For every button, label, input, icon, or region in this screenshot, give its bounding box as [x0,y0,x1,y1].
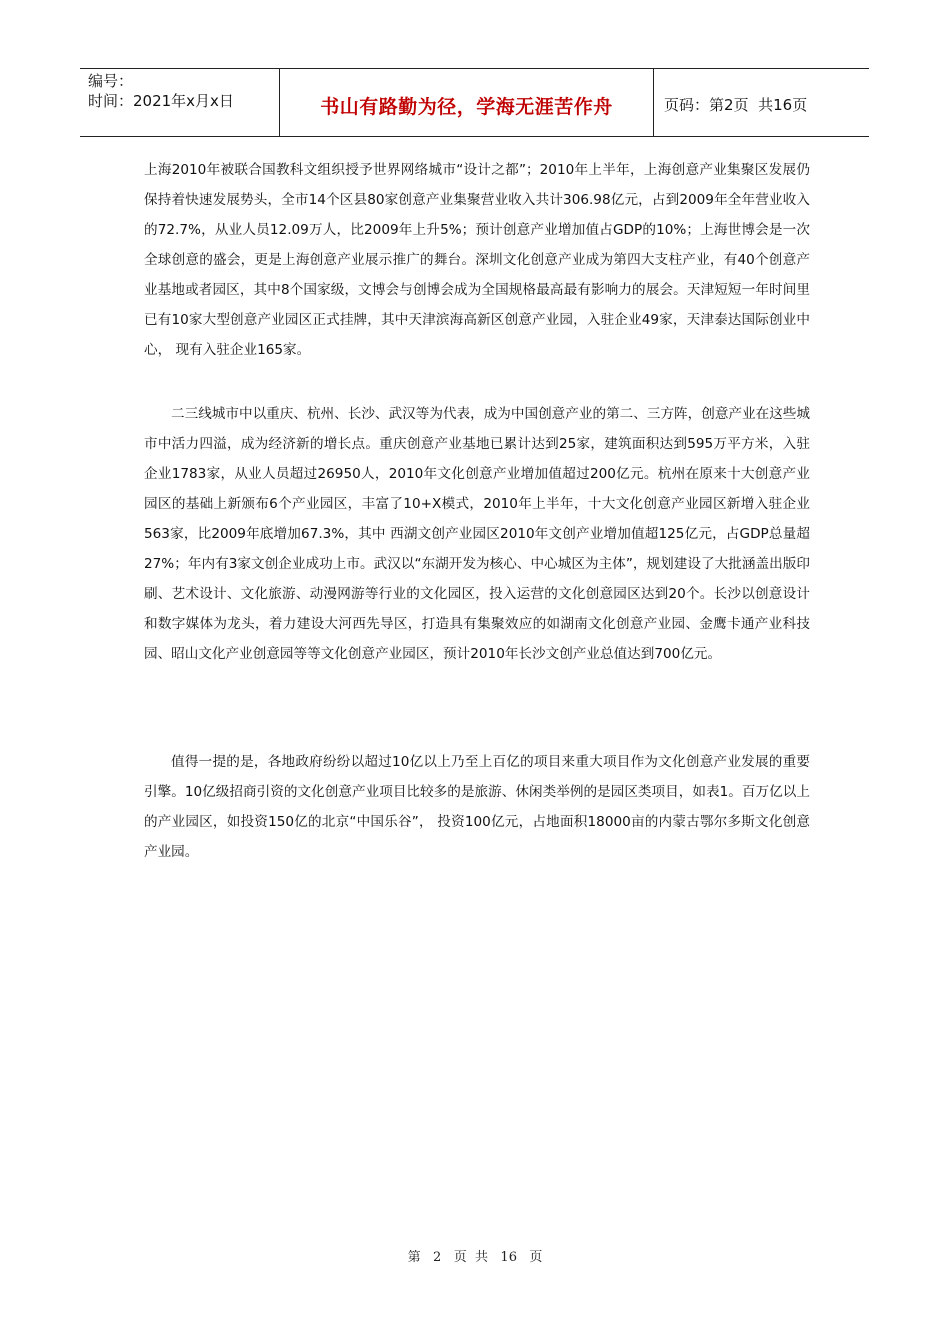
footer-mid: 页 共 [453,1250,488,1265]
header-motto-cell [280,69,654,136]
paragraph-major-projects: 值得一提的是，各地政府纷纷以超过10亿以上乃至上百亿的项目来重大项目作为文化创意产业发展的重要引擎。10亿级招商引资的文化创意产业项目比较多的是旅游、休闲类举例的是园区类项目，如表1。百万亿以上的产业园区，如投资150亿的北京“中国乐谷”， 投资100亿元，占地面积18000亩的内蒙古鄂尔多斯文化创意产业园。 [144,754,810,860]
footer-total: 16 [500,1250,517,1265]
page-end-label: 页 [792,96,808,114]
paragraph-shanghai: 上海2010年被联合国教科文组织授予世界网络城市“设计之都”；2010年上半年，上海创意产业集聚区发展仍保持着快速发展势头，全市14个区县80家创意产业集聚营业收入共计306.98亿元，占到2009年全年营业收入的72.7%，从业人员12.09万人，比2009年上升5%；预计创意产业增加值占GDP的10%；上海世博会是一次全球创意的盛会，更是上海创意产业展示推广的舞台。深圳文化创意产业成为第四大支柱产业，有40个创意产业基地或者园区，其中8个国家级，文博会与创博会成为全国规格最高最有影响力的展会。天津短短一年时间里已有10家大型创意产业园区正式挂牌，其中天津滨海高新区创意产业园，入驻企业49家，天津泰达国际创业中心， 现有入驻企业165家。 [144,162,810,358]
document-date: 时间：2021年x月x日 [88,92,234,110]
page-label: 页码：第 [664,96,725,114]
page-mid-label: 页 共 [733,96,774,114]
document-header [80,68,869,137]
paragraph-second-tier-cities: 二三线城市中以重庆、杭州、长沙、武汉等为代表，成为中国创意产业的第二、三方阵，创意产业在这些城市中活力四溢，成为经济新的增长点。重庆创意产业基地已累计达到25家，建筑面积达到595万平方米，入驻企业1783家，从业人员超过26950人，2010年文化创意产业增加值超过200亿元。杭州在原来十大创意产业园区的基础上新颁布6个产业园区，丰富了10+X模式，2010年上半年，十大文化创意产业园区新增入驻企业563家，比2009年底增加67.3%，其中 西湖文创产业园区2010年文创产业增加值超125亿元，占GDP总量超27%；年内有3家文创企业成功上市。武汉以“东湖开发为核心、中心城区为主体”，规划建设了大批涵盖出版印刷、艺术设计、文化旅游、动漫网游等行业的文化园区，投入运营的文化创意园区达到20个。长沙以创意设计和数字媒体为龙头，着力建设大河西先导区，打造具有集聚效应的如湖南文化创意产业园、金鹰卡通产业科技园、昭山文化产业创意园等等文化创意产业园区，预计2010年长沙文创产业总值达到700亿元。 [144,406,810,662]
document-body [144,155,810,867]
document-number-label: 编号： [88,72,134,90]
page-total: 16 [773,95,793,114]
footer-page-number: 2 [433,1250,442,1265]
header-motto: 书山有路勤为径，学海无涯苦作舟 [320,96,613,118]
page-footer [0,1246,950,1265]
header-page-cell [654,69,869,136]
page-number: 2 [724,95,734,114]
header-meta-cell [80,69,280,136]
footer-prefix: 第 [407,1250,421,1265]
footer-suffix: 页 [529,1250,543,1265]
